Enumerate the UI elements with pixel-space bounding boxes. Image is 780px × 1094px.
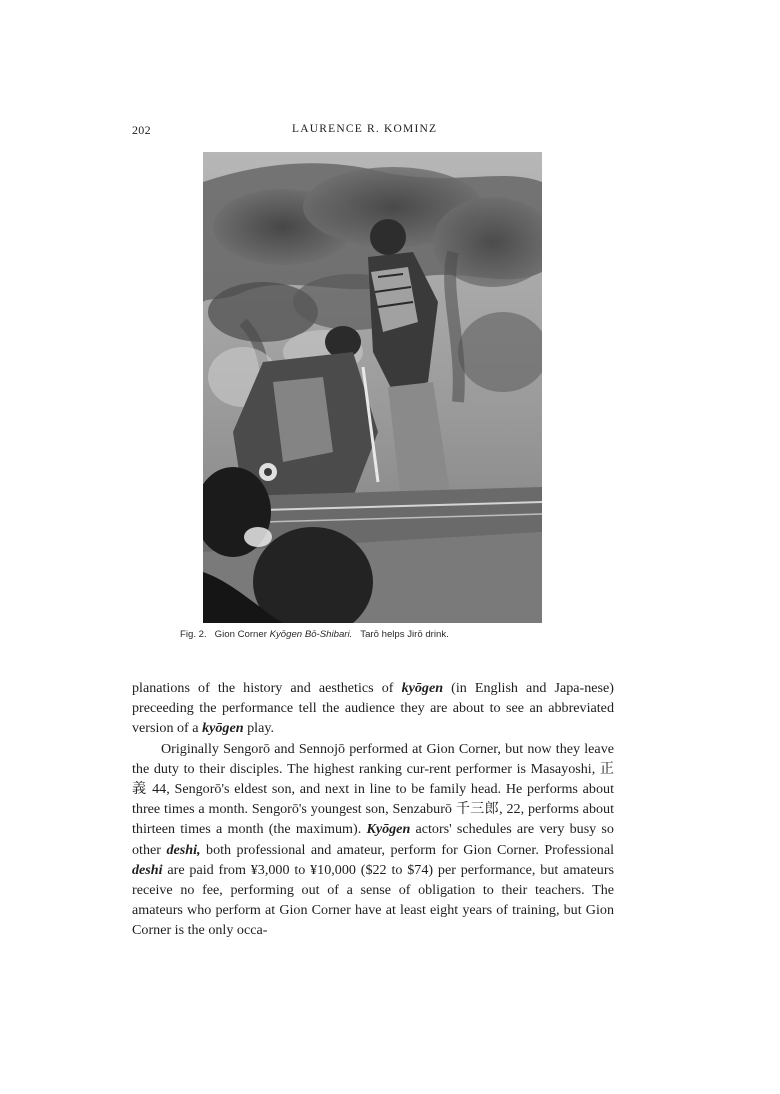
caption-lead: Gion Corner <box>214 629 267 640</box>
body-text <box>132 678 614 941</box>
photo-kyogen-performers-icon <box>203 152 542 623</box>
text-run: actors' schedules are very busy so other <box>132 821 614 858</box>
term-italic: deshi <box>132 861 163 878</box>
paragraph <box>132 678 614 739</box>
text-run: are paid from ¥3,000 to ¥10,000 ($22 to $74) per performance, but amateurs receive no fee, performing out of a sense of obligation to their teachers. The amateurs who perform at Gion Corner have at least eight years of training, but Gion Corner is the only occa- <box>132 861 615 939</box>
figure-caption <box>180 629 600 640</box>
text-run: Originally Sengorō and Sennojō performed at Gion Corner, but now they leave the duty to their disciples. The highest ranking cur-rent performer is Masayoshi, 正義 44, Sengorō's eldest son, and next in line to be family head. He performs about three times a month. Sengorō's youngest son, Senzaburō 千三郎, 22, performs about thirteen times a month (the maximum). <box>132 740 614 838</box>
text-run: (in English and Japa-nese) preceeding the performance tell the audience they are about to see an abbreviated version of a <box>132 680 614 737</box>
term-italic: deshi, <box>166 841 201 858</box>
running-title: LAURENCE R. KOMINZ <box>292 123 438 135</box>
text-run: both professional and amateur, perform for Gion Corner. Professional <box>206 841 614 858</box>
running-head <box>132 123 612 139</box>
paragraph <box>132 739 614 941</box>
figure-photo <box>203 152 542 623</box>
text-run: planations of the history and aesthetics of <box>132 680 394 696</box>
term-italic: Kyōgen <box>366 821 411 838</box>
caption-title: Kyōgen Bō-Shibari. <box>269 629 353 640</box>
caption-tail: Tarō helps Jirō drink. <box>360 629 449 640</box>
term-italic: kyōgen <box>401 680 444 696</box>
text-run: play. <box>247 720 274 737</box>
page-number: 202 <box>132 123 151 137</box>
caption-label: Fig. 2. <box>180 629 207 640</box>
term-italic: kyōgen <box>202 720 244 737</box>
